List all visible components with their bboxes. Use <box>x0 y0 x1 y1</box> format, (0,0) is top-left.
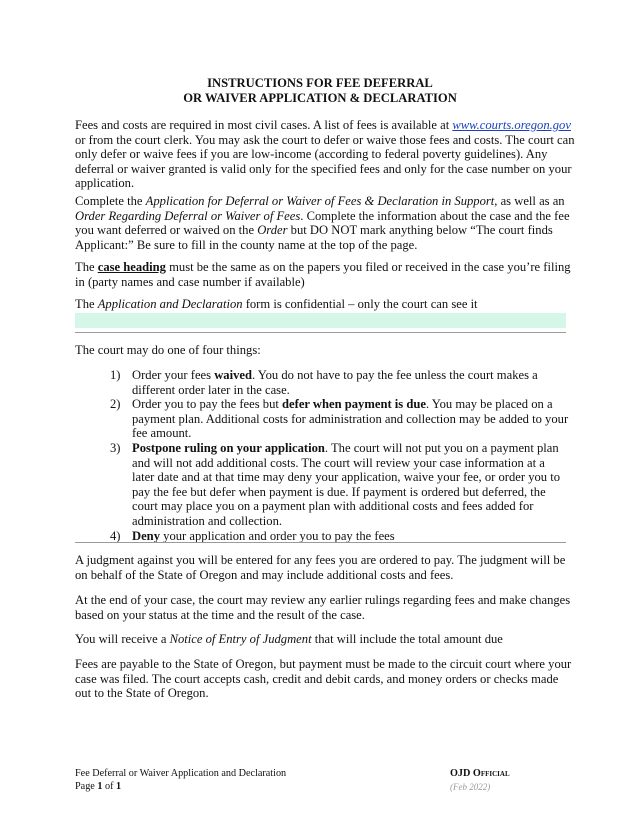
footer-page-count <box>75 781 286 794</box>
order-word: Order <box>257 223 288 238</box>
option-post: . You may be placed on a payment plan. Additional costs for administration and collection may be added to your fee amount. <box>132 397 569 441</box>
list-item <box>110 368 570 397</box>
courts-website-link[interactable]: www.courts.oregon.gov <box>452 118 571 132</box>
confidential-text-1: The <box>75 297 98 311</box>
list-item <box>110 529 570 544</box>
intro-paragraph <box>75 118 575 191</box>
complete-text-2: , as well as an <box>494 194 565 208</box>
option-pre: Order your fees <box>132 368 215 382</box>
intro-text-1: Fees and costs are required in most civil cases. A list of fees is available at <box>75 118 453 132</box>
revision-date: (Feb 2022) <box>450 781 491 792</box>
complete-text-3: . Complete the information about the case and the fee you want deferred or waived on the <box>75 208 570 238</box>
option-keyword: waived <box>214 368 252 382</box>
notice-text-1: You will receive a <box>75 632 170 646</box>
page-of: of <box>102 780 117 792</box>
option-post: . You do not have to pay the fee unless the court makes a different order later in the case. <box>132 368 538 397</box>
page-number: 1 <box>97 780 103 792</box>
page-label: Page <box>75 780 98 792</box>
option-pre: Order you to pay the fees but <box>132 397 283 412</box>
highlight-band <box>75 313 566 328</box>
option-keyword: Postpone ruling on your application <box>132 440 325 455</box>
order-form-name: Order Regarding Deferral or Waiver of Fees <box>75 208 301 223</box>
page-total: 1 <box>116 780 122 792</box>
footer-left <box>75 768 286 793</box>
list-item <box>110 397 570 441</box>
ojd-official-label: OJD Official <box>450 768 510 779</box>
end-of-case-paragraph: At the end of your case, the court may review any earlier rulings regarding fees and make changes based on your status at the time and the result of the case. <box>75 593 571 622</box>
option-keyword: defer when payment is due <box>282 397 426 412</box>
confidential-paragraph <box>75 297 575 312</box>
title-line-1: INSTRUCTIONS FOR FEE DEFERRAL <box>207 76 433 90</box>
payable-paragraph: Fees are payable to the State of Oregon, but payment must be made to the circuit court where your case was filed. The court accepts cash, credit and debit cards, and money orders or checks made out to the State of Oregon. <box>75 657 572 701</box>
list-number: 3) <box>110 440 121 455</box>
case-heading-term: case heading <box>97 260 166 274</box>
footer-right <box>450 768 510 793</box>
section-divider <box>75 332 566 333</box>
complete-text-1: Complete the <box>75 194 146 208</box>
confidential-text-2: form is confidential – only the court can see it <box>242 297 478 311</box>
list-number: 4) <box>110 528 121 543</box>
document-title <box>0 76 640 105</box>
application-form-name: Application for Deferral or Waiver of Fees & Declaration in Support <box>145 194 495 208</box>
option-post: your application and order you to pay the fees <box>160 528 395 543</box>
heading-text-1: The <box>75 260 98 274</box>
notice-text-2: that will include the total amount due <box>311 632 503 646</box>
section-divider <box>75 542 566 543</box>
intro-text-2: or from the court clerk. You may ask the court to defer or waive those fees and costs. The court can only defer or waive fees if you are low-income (according to federal poverty guidelines). Any deferral or waiver granted is valid only for the specified fees and only for the case number on your application. <box>75 132 575 191</box>
application-declaration-term: Application and Declaration <box>97 297 243 311</box>
option-post: . The court will not put you on a payment plan and will not add additional costs. The court will review your case information at a later date and at that time may deny your application, waive your fee, or order you to pay the fee but defer when payment is due. If payment is ordered but deferred, the court may place you on a payment plan with additional costs and fees added for administration and collection. <box>132 440 561 528</box>
court-options-list <box>110 368 570 543</box>
judgment-paragraph: A judgment against you will be entered for any fees you are ordered to pay. The judgment will be on behalf of the State of Oregon and may include additional costs and fees. <box>75 553 566 582</box>
footer-form-name: Fee Deferral or Waiver Application and Declaration <box>75 768 287 779</box>
complete-paragraph <box>75 194 575 252</box>
heading-text-2: must be the same as on the papers you filed or received in the case you’re filing in (party names and case number if available) <box>75 260 571 289</box>
list-item <box>110 441 570 529</box>
option-keyword: Deny <box>132 528 160 543</box>
case-heading-paragraph <box>75 260 575 289</box>
title-line-2: OR WAIVER APPLICATION & DECLARATION <box>183 90 457 105</box>
notice-of-entry-term: Notice of Entry of Judgment <box>169 632 312 646</box>
list-number: 1) <box>110 368 121 382</box>
notice-paragraph <box>75 632 575 647</box>
list-number: 2) <box>110 397 121 412</box>
complete-text-4: but DO NOT mark anything below “The court finds Applicant:” Be sure to fill in the county name at the top of the page. <box>75 223 553 252</box>
court-options-intro: The court may do one of four things: <box>75 343 261 357</box>
